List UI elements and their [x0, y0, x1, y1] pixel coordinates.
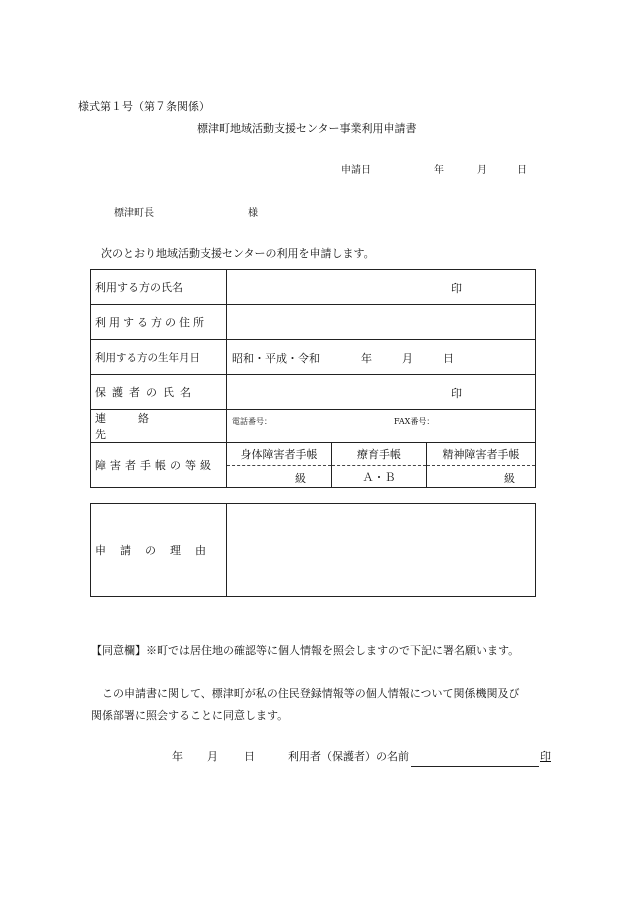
reason-field[interactable] — [227, 504, 536, 597]
reason-label — [91, 504, 227, 597]
user-address-field[interactable] — [227, 305, 536, 340]
guardian-name-label-text: 保護者の氏名 — [95, 386, 197, 399]
user-name-label — [91, 270, 227, 305]
birth-month-unit: 月 — [402, 352, 413, 365]
grade-physical-field[interactable] — [227, 466, 332, 488]
reason-label-text: 申請の理由 — [95, 544, 220, 557]
handbook-label-text: 障害者手帳の等級 — [95, 459, 215, 472]
user-name-label-text: 利用する方の氏名 — [95, 281, 183, 294]
signature-line[interactable] — [411, 748, 539, 767]
user-birthdate-label-text: 利用する方の生年月日 — [95, 351, 200, 364]
handbook-physical-header — [227, 443, 332, 466]
handbook-mental-text: 精神障害者手帳 — [442, 448, 520, 461]
birth-day-unit: 日 — [443, 352, 454, 365]
user-address-label — [91, 305, 227, 340]
application-date-day: 日 — [517, 165, 527, 176]
addressee-name: 標津町長 — [114, 208, 154, 219]
consent-year-unit: 年 — [172, 750, 183, 763]
handbook-mental-header — [427, 443, 536, 466]
application-date-year: 年 — [434, 165, 444, 176]
consent-line-1: この申請書に関して、標津町が私の住民登録情報等の個人情報について関係機関及び — [102, 687, 520, 700]
guardian-seal: 印 — [451, 387, 462, 400]
fax-label: FAX番号： — [394, 417, 435, 426]
grade-mental-field[interactable] — [427, 466, 536, 488]
grade-mental-unit: 級 — [504, 472, 515, 485]
consent-seal: 印 — [540, 750, 551, 763]
user-birthdate-field[interactable] — [227, 340, 536, 375]
intro-text: 次のとおり地域活動支援センターの利用を申請します。 — [101, 247, 375, 260]
grade-ryoiku-options: Ａ・Ｂ — [362, 470, 396, 484]
application-date-month: 月 — [477, 165, 487, 176]
consent-heading: 【同意欄】※町では居住地の確認等に個人情報を照会しますので下記に署名願います。 — [91, 644, 520, 657]
phone-label: 電話番号： — [232, 417, 272, 426]
application-date-label: 申請日 — [341, 165, 371, 176]
user-birthdate-label — [91, 340, 227, 375]
page-title: 標津町地域活動支援センター事業利用申請書 — [197, 122, 417, 135]
birth-year-unit: 年 — [361, 352, 372, 365]
user-name-field[interactable] — [227, 270, 536, 305]
addressee-honorific: 様 — [248, 208, 258, 219]
grade-physical-unit: 級 — [295, 472, 306, 485]
consent-signer-label: 利用者（保護者）の名前 — [288, 750, 409, 763]
consent-line-2: 関係部署に照会することに同意します。 — [91, 709, 289, 722]
contact-label — [91, 410, 227, 443]
application-table — [90, 269, 536, 488]
guardian-name-label — [91, 375, 227, 410]
user-address-label-text: 利用する方の住所 — [95, 316, 207, 329]
form-number: 様式第１号（第７条関係） — [78, 100, 210, 113]
consent-month-unit: 月 — [207, 750, 218, 763]
guardian-name-field[interactable] — [227, 375, 536, 410]
contact-field[interactable] — [227, 410, 536, 443]
user-name-seal: 印 — [451, 282, 462, 295]
reason-table — [90, 503, 536, 597]
handbook-physical-text: 身体障害者手帳 — [240, 448, 318, 461]
handbook-ryoiku-header — [332, 443, 427, 466]
handbook-ryoiku-text: 療育手帳 — [357, 448, 401, 461]
birth-era-options: 昭和・平成・令和 — [232, 352, 320, 365]
handbook-label — [91, 443, 227, 488]
grade-ryoiku-field[interactable] — [332, 466, 427, 488]
consent-day-unit: 日 — [244, 750, 255, 763]
contact-label-text: 連絡先 — [95, 412, 181, 441]
